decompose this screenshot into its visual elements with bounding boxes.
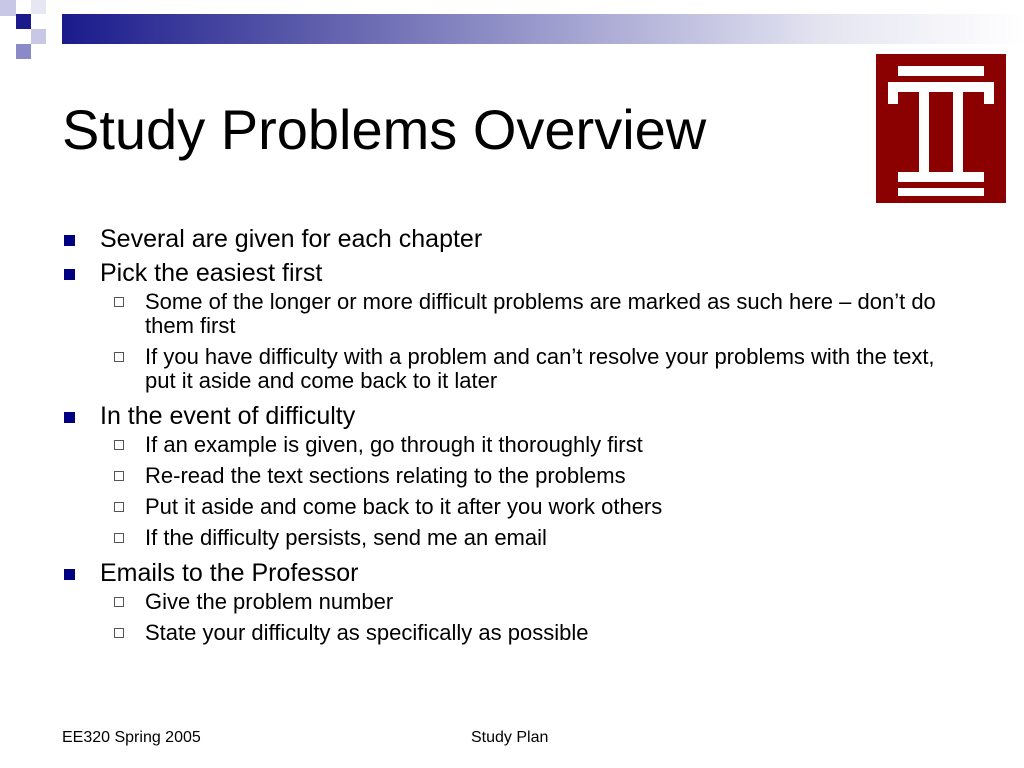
sub-bullet-item xyxy=(0,621,1024,645)
header-gradient-band xyxy=(62,14,1024,44)
university-logo xyxy=(876,54,1006,203)
sub-bullet-text: Put it aside and come back to it after you work others xyxy=(145,494,663,519)
sub-bullet-text: If the difficulty persists, send me an email xyxy=(145,525,547,550)
bullet-text: Several are given for each chapter xyxy=(100,225,483,253)
deco-square xyxy=(31,29,46,44)
sub-bullet-item xyxy=(0,590,1024,614)
hollow-square-bullet-icon xyxy=(114,502,124,512)
sub-bullet-item xyxy=(0,433,1024,457)
hollow-square-bullet-icon xyxy=(114,533,124,543)
square-bullet-icon xyxy=(64,269,75,280)
bullet-item xyxy=(0,222,1024,256)
bullet-item xyxy=(0,256,1024,290)
hollow-square-bullet-icon xyxy=(114,297,124,307)
hollow-square-bullet-icon xyxy=(114,628,124,638)
bullet-item xyxy=(0,399,1024,433)
sub-bullet-item xyxy=(0,345,1024,393)
deco-square xyxy=(0,0,16,16)
bullet-text: Pick the easiest first xyxy=(100,259,323,287)
deco-square xyxy=(16,14,31,29)
sub-bullet-text: Give the problem number xyxy=(145,589,394,614)
deco-square xyxy=(0,29,16,44)
sub-bullet-text: Some of the longer or more difficult problems are marked as such here – don’t do them first xyxy=(145,289,936,338)
square-bullet-icon xyxy=(64,235,75,246)
footer-slide-title: Study Plan xyxy=(471,729,549,746)
deco-square xyxy=(46,0,62,14)
deco-square xyxy=(31,0,46,14)
sub-bullet-item xyxy=(0,526,1024,550)
bullet-list xyxy=(0,222,1024,645)
slide-title: Study Problems Overview xyxy=(62,98,707,161)
sub-bullet-item xyxy=(0,464,1024,488)
hollow-square-bullet-icon xyxy=(114,471,124,481)
sub-bullet-text: Re-read the text sections relating to the problems xyxy=(145,463,626,488)
square-bullet-icon xyxy=(64,412,75,423)
sub-bullet-text: State your difficulty as specifically as possible xyxy=(145,620,589,645)
sub-bullet-text: If you have difficulty with a problem and can’t resolve your problems with the text, put it aside and come back to it later xyxy=(145,344,935,393)
temple-t-logo-icon xyxy=(876,54,1006,203)
footer-course: EE320 Spring 2005 xyxy=(62,729,201,746)
deco-square xyxy=(46,14,62,29)
bullet-item xyxy=(0,556,1024,590)
sub-bullet-item xyxy=(0,290,1024,338)
bullet-text: Emails to the Professor xyxy=(100,559,359,587)
hollow-square-bullet-icon xyxy=(114,597,124,607)
square-bullet-icon xyxy=(64,569,75,580)
hollow-square-bullet-icon xyxy=(114,352,124,362)
sub-bullet-text: If an example is given, go through it thoroughly first xyxy=(145,432,643,457)
sub-bullet-item xyxy=(0,495,1024,519)
bullet-text: In the event of difficulty xyxy=(100,402,356,430)
deco-square xyxy=(16,44,31,59)
hollow-square-bullet-icon xyxy=(114,440,124,450)
